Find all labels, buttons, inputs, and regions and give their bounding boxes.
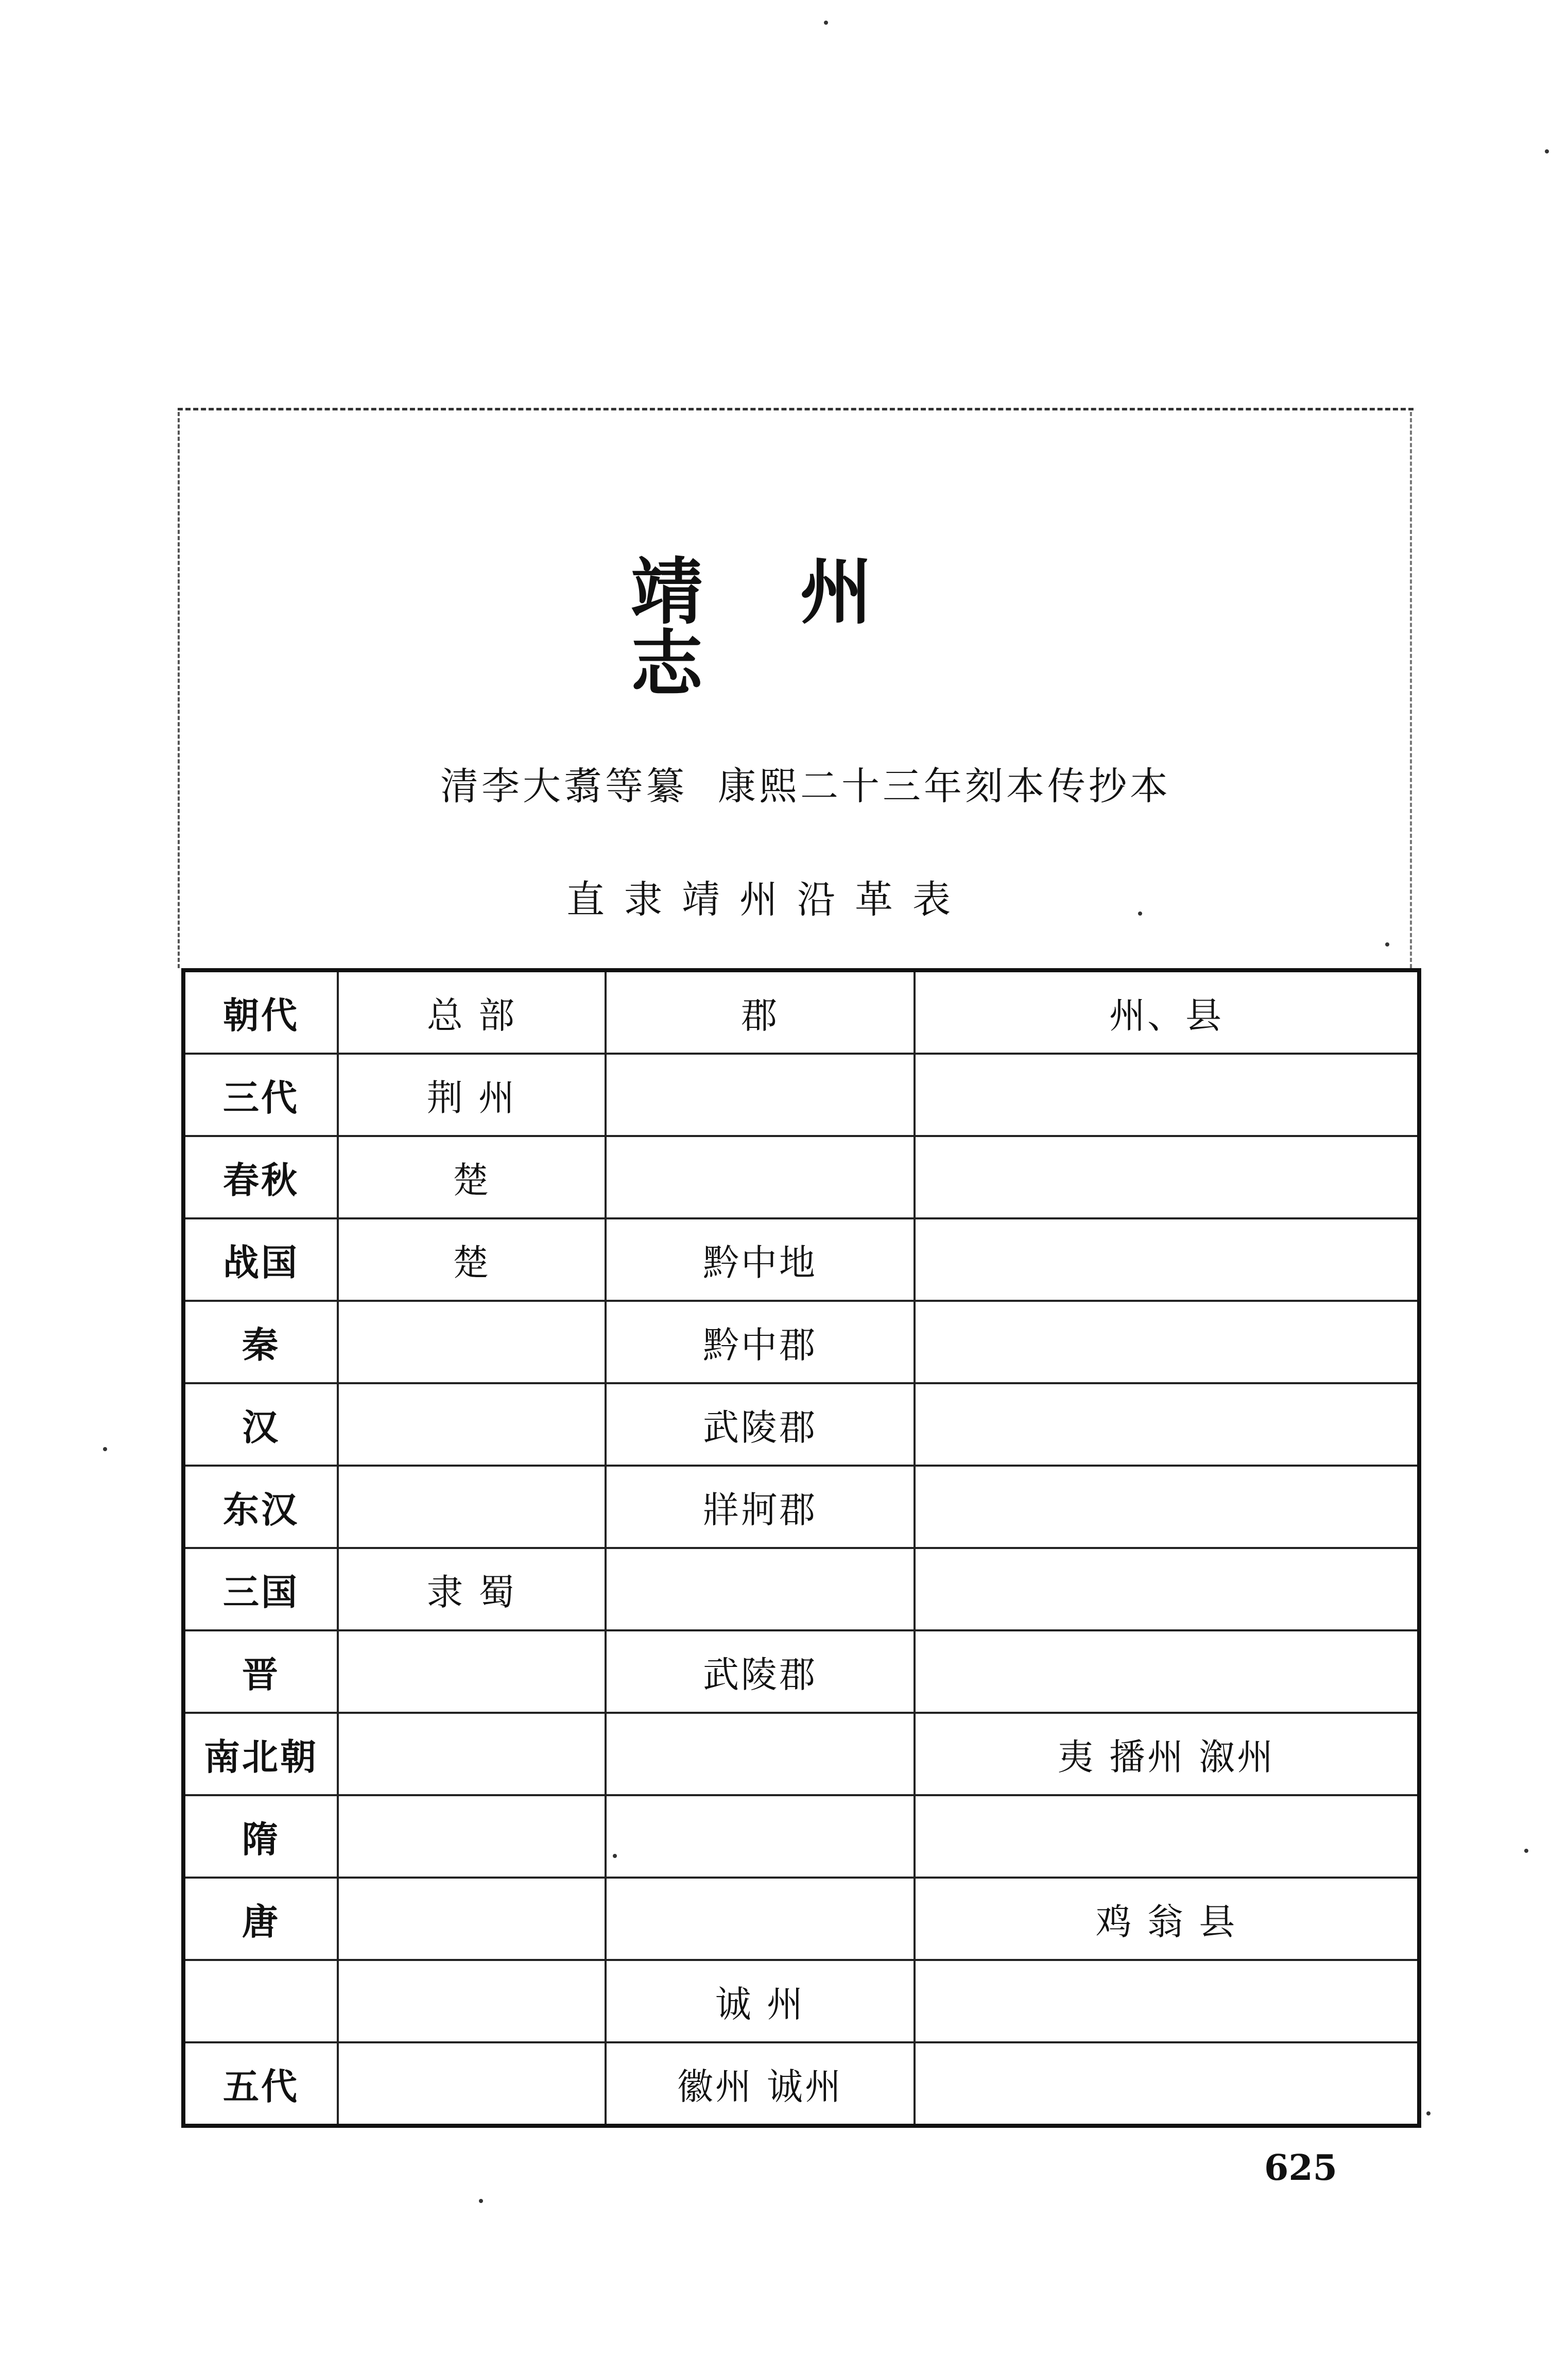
header-dynasty: 朝代 (183, 970, 338, 1054)
cell-prefecture-county (915, 1795, 1419, 1878)
table-row (183, 1548, 1419, 1630)
table-row (183, 1878, 1419, 1960)
table-row (183, 1466, 1419, 1548)
header-prefecture-county: 州、县 (915, 970, 1419, 1054)
cell-prefecture-county (915, 1383, 1419, 1466)
cell-dynasty: 晋 (183, 1630, 338, 1713)
cell-commandery (606, 1054, 915, 1136)
cell-prefecture-county (915, 2042, 1419, 2126)
cell-commandery (606, 1713, 915, 1795)
cell-commandery (606, 1795, 915, 1878)
document-title: 靖 州 志 (631, 550, 908, 707)
table-row (183, 1713, 1419, 1795)
cell-general-region (338, 1466, 606, 1548)
cell-dynasty: 南北朝 (183, 1713, 338, 1795)
scan-speck (1138, 911, 1142, 916)
table-row (183, 1301, 1419, 1383)
history-table-body (183, 970, 1419, 2126)
cell-commandery: 武陵郡 (606, 1383, 915, 1466)
cell-prefecture-county (915, 1960, 1419, 2042)
header-commandery: 郡 (606, 970, 915, 1054)
cell-commandery (606, 1136, 915, 1218)
cell-general-region: 楚 (338, 1218, 606, 1301)
cell-dynasty: 东汉 (183, 1466, 338, 1548)
cell-commandery: 徽州 诚州 (606, 2042, 915, 2126)
cell-prefecture-county (915, 1630, 1419, 1713)
cell-commandery: 诚 州 (606, 1960, 915, 2042)
scan-speck (1385, 942, 1389, 947)
cell-general-region (338, 1878, 606, 1960)
cell-commandery: 黔中郡 (606, 1301, 915, 1383)
cell-prefecture-county (915, 1301, 1419, 1383)
cell-prefecture-county (915, 1466, 1419, 1548)
cell-general-region (338, 1630, 606, 1713)
cell-commandery (606, 1548, 915, 1630)
cell-dynasty: 秦 (183, 1301, 338, 1383)
frame-right-border (1410, 412, 1412, 968)
table-row (183, 2042, 1419, 2126)
cell-commandery: 武陵郡 (606, 1630, 915, 1713)
cell-general-region (338, 1713, 606, 1795)
cell-prefecture-county (915, 1136, 1419, 1218)
table-row (183, 1218, 1419, 1301)
scan-speck (479, 2199, 483, 2203)
cell-prefecture-county: 夷 播州 溆州 (915, 1713, 1419, 1795)
cell-general-region: 隶 蜀 (338, 1548, 606, 1630)
cell-prefecture-county (915, 1218, 1419, 1301)
scan-speck (613, 1854, 617, 1858)
cell-dynasty: 三代 (183, 1054, 338, 1136)
table-row (183, 1960, 1419, 2042)
scan-speck (1545, 149, 1549, 153)
cell-general-region (338, 1301, 606, 1383)
document-subtitle: 清李大翥等纂 康熙二十三年刻本传抄本 (440, 764, 1171, 808)
cell-prefecture-county: 鸡 翁 县 (915, 1878, 1419, 1960)
table-row (183, 1630, 1419, 1713)
page-number: 625 (1264, 2147, 1337, 2189)
header-general-region: 总 部 (338, 970, 606, 1054)
history-table (181, 968, 1421, 2128)
table-row (183, 1383, 1419, 1466)
cell-dynasty: 春秋 (183, 1136, 338, 1218)
cell-dynasty: 唐 (183, 1878, 338, 1960)
table-row (183, 1136, 1419, 1218)
cell-commandery: 黔中地 (606, 1218, 915, 1301)
cell-commandery (606, 1878, 915, 1960)
cell-dynasty: 隋 (183, 1795, 338, 1878)
cell-dynasty: 三国 (183, 1548, 338, 1630)
table-header-row (183, 970, 1419, 1054)
cell-general-region: 荆 州 (338, 1054, 606, 1136)
cell-general-region (338, 1383, 606, 1466)
frame-top-border (178, 408, 1414, 410)
cell-prefecture-county (915, 1054, 1419, 1136)
cell-general-region: 楚 (338, 1136, 606, 1218)
table-title: 直隶靖州沿革表 (566, 878, 970, 922)
scan-speck (103, 1447, 107, 1451)
cell-dynasty: 五代 (183, 2042, 338, 2126)
scan-speck (824, 21, 828, 25)
cell-prefecture-county (915, 1548, 1419, 1630)
table-row (183, 1795, 1419, 1878)
table-row (183, 1054, 1419, 1136)
cell-general-region (338, 1960, 606, 2042)
cell-dynasty (183, 1960, 338, 2042)
cell-general-region (338, 1795, 606, 1878)
cell-dynasty: 汉 (183, 1383, 338, 1466)
cell-general-region (338, 2042, 606, 2126)
cell-dynasty: 战国 (183, 1218, 338, 1301)
scan-speck (1524, 1849, 1528, 1853)
frame-left-border (178, 412, 180, 968)
scan-speck (1426, 2111, 1431, 2115)
cell-commandery: 牂牁郡 (606, 1466, 915, 1548)
